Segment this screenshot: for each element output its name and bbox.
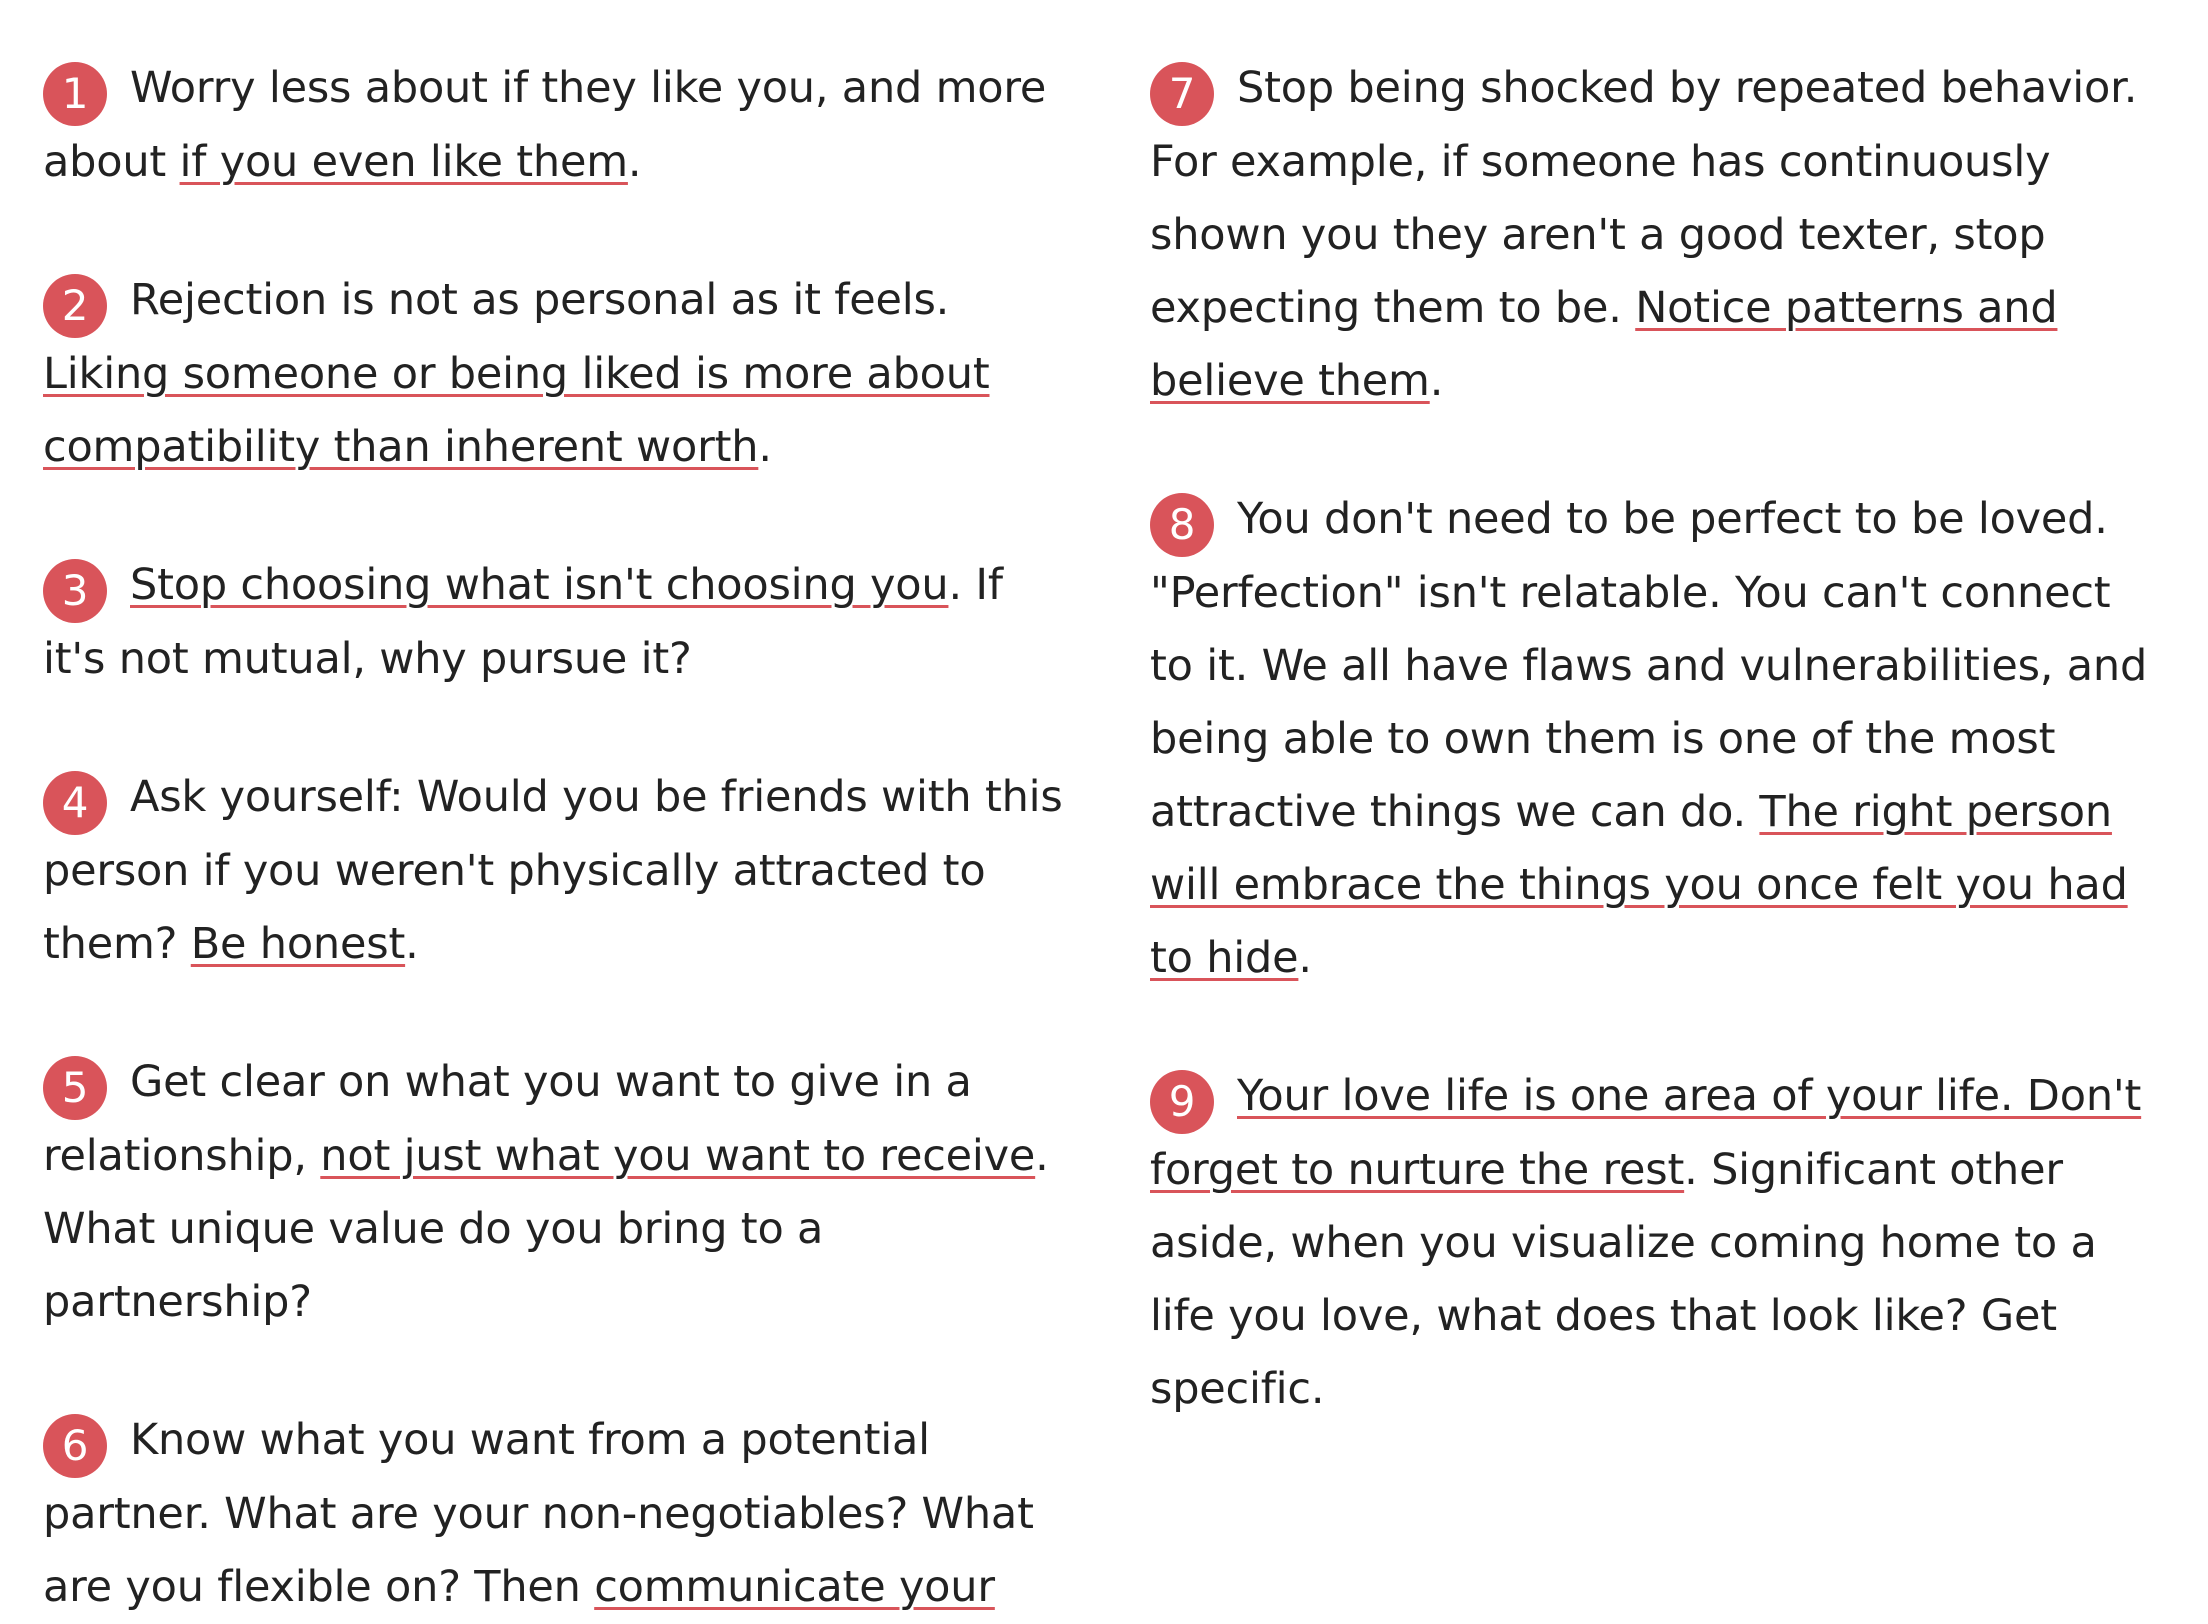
tip-5 bbox=[43, 1046, 1073, 1339]
tip-number-badge: 8 bbox=[1150, 493, 1214, 557]
tip-number-badge: 5 bbox=[43, 1056, 107, 1120]
tip-text: Ask yourself: Would you be friends with this person if you weren't physically attracted to them? bbox=[43, 772, 1063, 969]
tip-9 bbox=[1150, 1060, 2150, 1426]
tip-number-badge: 2 bbox=[43, 274, 107, 338]
tip-text: Rejection is not as personal as it feels. bbox=[130, 275, 950, 325]
underlined-phrase: Your love life is one area of your life. Don't forget to nurture the rest bbox=[1150, 1071, 2142, 1195]
tip-1 bbox=[43, 52, 1073, 199]
underlined-phrase: Stop choosing what isn't choosing you bbox=[130, 560, 949, 610]
tip-text: You don't need to be perfect to be loved. "Perfection" isn't relatable. You can't connect to it. We all have flaws and vulnerabilities, and being able to own them is one of the most attractive things we can do. bbox=[1150, 494, 2148, 837]
tip-text: Worry less about if they like you, and more about bbox=[43, 63, 1047, 187]
tip-text: Stop being shocked by repeated behavior. For example, if someone has continuously shown you they aren't a good texter, stop expecting them to be. bbox=[1150, 63, 2138, 333]
tip-number-badge: 4 bbox=[43, 771, 107, 835]
left-column bbox=[43, 52, 1073, 1624]
underlined-phrase: if you even like them bbox=[179, 137, 628, 187]
tip-text: . Significant other aside, when you visualize coming home to a life you love, what does that look like? Get specific. bbox=[1150, 1145, 2097, 1414]
tip-8 bbox=[1150, 483, 2150, 995]
tip-3 bbox=[43, 549, 1073, 696]
tip-text: Know what you want from a potential partner. What are your non-negotiables? What are you flexible on? Then bbox=[43, 1415, 1034, 1612]
tip-text: . If it's not mutual, why pursue it? bbox=[43, 560, 1003, 684]
tip-2 bbox=[43, 264, 1073, 484]
tip-7 bbox=[1150, 52, 2150, 418]
tip-4 bbox=[43, 761, 1073, 981]
tip-text: . bbox=[405, 919, 419, 969]
underlined-phrase: communicate your bbox=[594, 1562, 995, 1612]
tip-6 bbox=[43, 1404, 1073, 1624]
tip-number-badge: 6 bbox=[43, 1414, 107, 1478]
underlined-phrase: Be honest bbox=[190, 919, 406, 969]
tip-text: Get clear on what you want to give in a relationship, bbox=[43, 1057, 972, 1181]
tip-number-badge: 7 bbox=[1150, 62, 1214, 126]
tip-text: . bbox=[627, 137, 642, 187]
underlined-phrase: Notice patterns and believe them bbox=[1150, 283, 2058, 406]
tip-number-badge: 9 bbox=[1150, 1070, 1214, 1134]
underlined-phrase: The right person will embrace the things you once felt you had to hide bbox=[1150, 787, 2128, 983]
tip-number-badge: 3 bbox=[43, 559, 107, 623]
tip-text: . bbox=[758, 422, 772, 472]
tip-text: . bbox=[1429, 356, 1444, 406]
tip-text: . bbox=[1298, 933, 1312, 983]
underlined-phrase: Liking someone or being liked is more about compatibility than inherent worth bbox=[43, 349, 990, 472]
tip-text: . What unique value do you bring to a partnership? bbox=[43, 1131, 1049, 1327]
right-column bbox=[1150, 52, 2150, 1426]
tip-number-badge: 1 bbox=[43, 62, 107, 126]
underlined-phrase: not just what you want to receive bbox=[320, 1131, 1036, 1181]
